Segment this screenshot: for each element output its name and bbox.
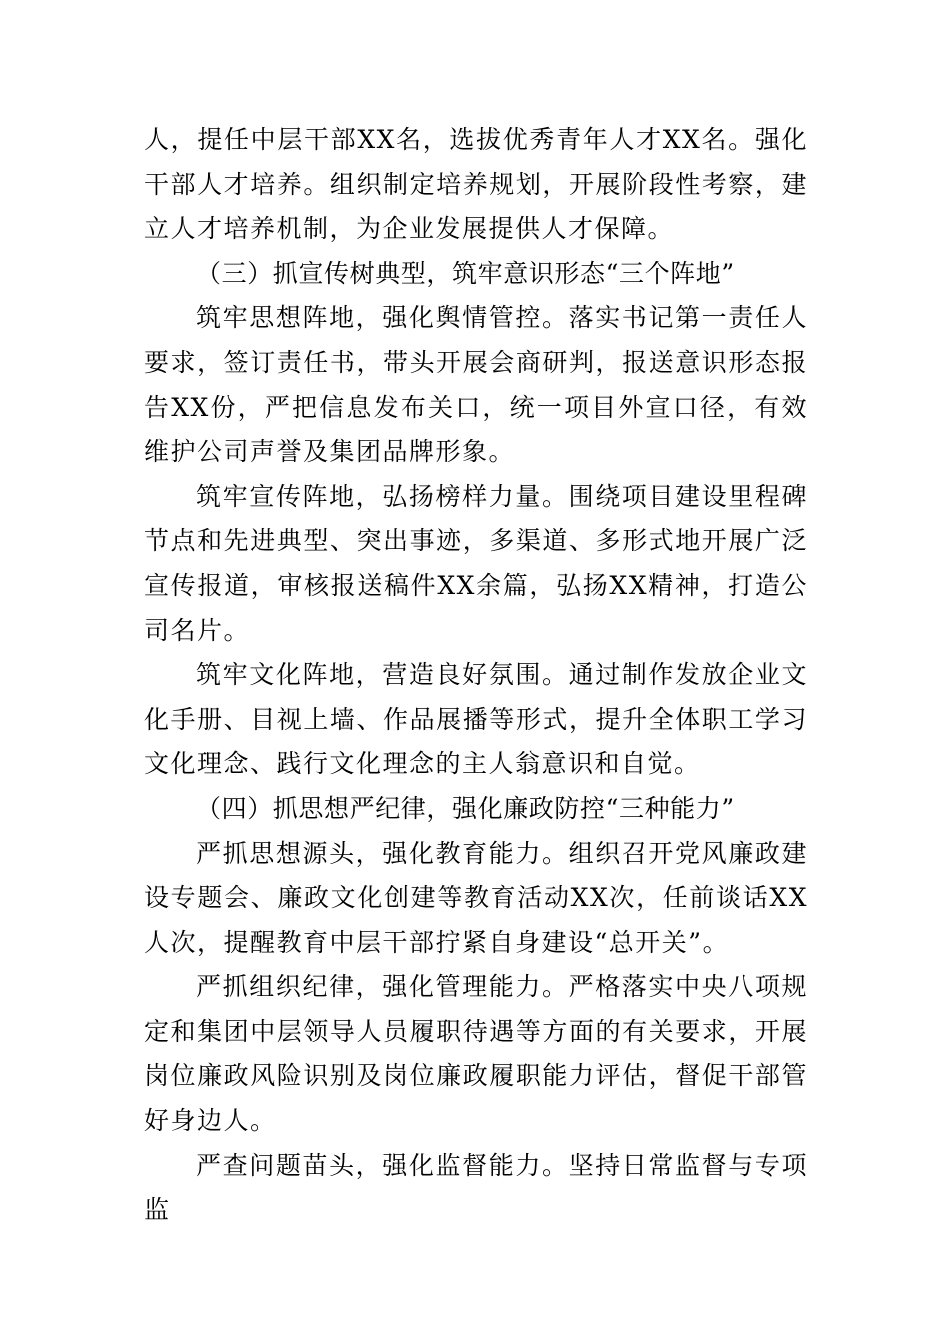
paragraph-cadre-training: 人，提任中层干部XX名，选拔优秀青年人才XX名。强化干部人才培养。组织制定培养规划，开展阶段性考察，建立人才培养机制，为企业发展提供人才保障。: [144, 125, 808, 244]
paragraph-culture-position: 筑牢文化阵地，营造良好氛围。通过制作发放企业文化手册、目视上墙、作品展播等形式，提升全体职工学习文化理念、践行文化理念的主人翁意识和自觉。: [144, 660, 808, 779]
paragraph-management-ability: 严抓组织纪律，强化管理能力。严格落实中央八项规定和集团中层领导人员履职待遇等方面的有关要求，开展岗位廉政风险识别及岗位廉政履职能力评估，督促干部管好身边人。: [144, 972, 808, 1136]
section-heading-3: （三）抓宣传树典型，筑牢意识形态“三个阵地”: [196, 258, 735, 288]
paragraph-publicity-position: 筑牢宣传阵地，弘扬榜样力量。围绕项目建设里程碑节点和先进典型、突出事迹，多渠道、多形式地开展广泛宣传报道，审核报送稿件XX余篇，弘扬XX精神，打造公司名片。: [144, 481, 808, 645]
paragraph-education-ability: 严抓思想源头，强化教育能力。组织召开党风廉政建设专题会、廉政文化创建等教育活动XX次，任前谈话XX人次，提醒教育中层干部拧紧自身建设“总开关”。: [144, 838, 808, 957]
paragraph-supervision-ability: 严查问题苗头，强化监督能力。坚持日常监督与专项监: [144, 1150, 808, 1225]
section-heading-4: （四）抓思想严纪律，强化廉政防控“三种能力”: [196, 793, 735, 823]
document-page: [144, 118, 808, 1233]
paragraph-ideology-position: 筑牢思想阵地，强化舆情管控。落实书记第一责任人要求，签订责任书，带头开展会商研判，报送意识形态报告XX份，严把信息发布关口，统一项目外宣口径，有效维护公司声誉及集团品牌形象。: [144, 303, 808, 467]
